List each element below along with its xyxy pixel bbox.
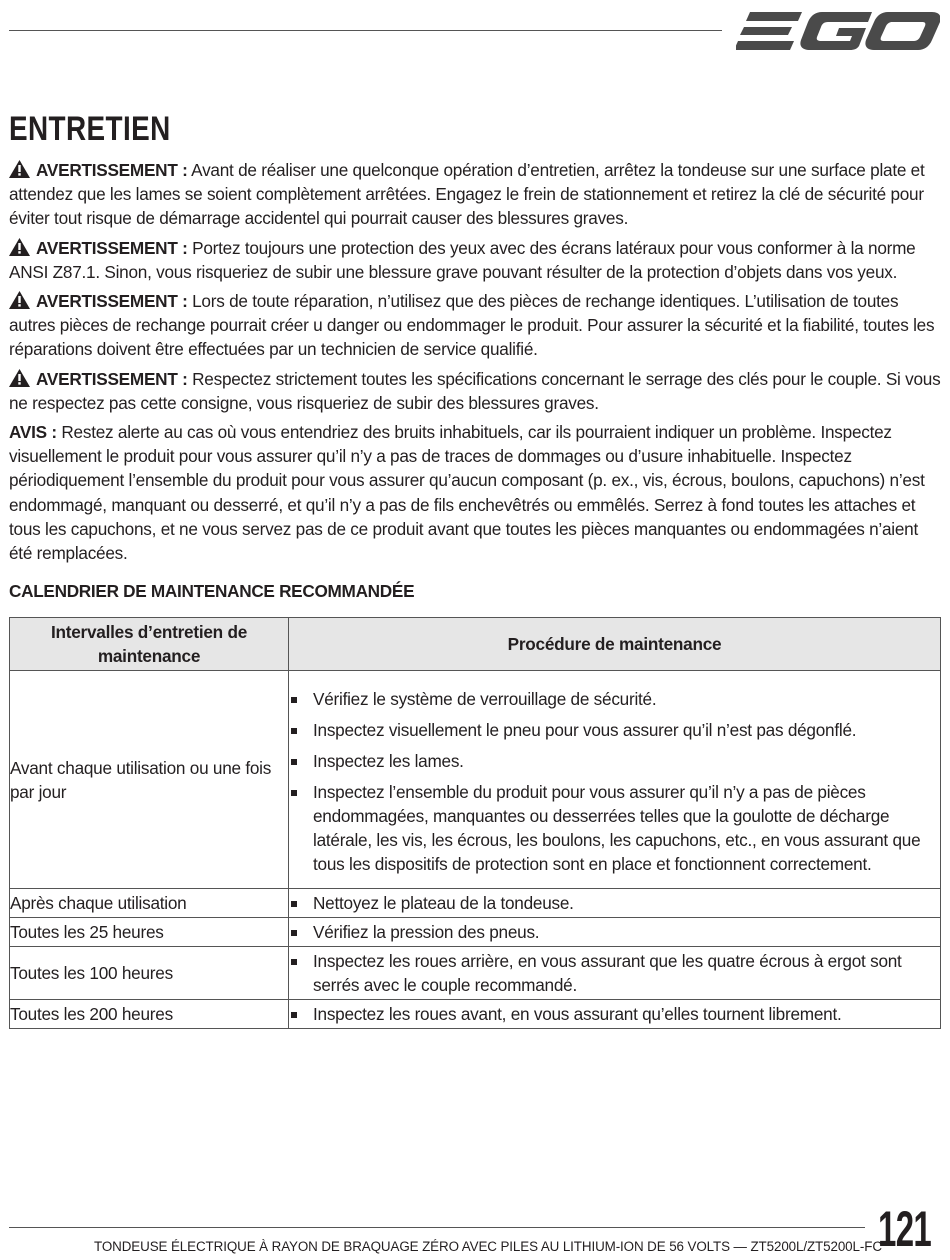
warning-label: AVERTISSEMENT : (36, 160, 188, 180)
procedure-cell (289, 671, 941, 889)
warning-paragraph (9, 158, 941, 231)
column-header-interval: Intervalles d’entretien de maintenance (10, 618, 289, 671)
procedure-cell (289, 889, 941, 918)
interval-cell: Toutes les 100 heures (10, 947, 289, 1000)
warning-triangle-icon (9, 160, 30, 178)
warning-paragraph (9, 289, 941, 362)
procedure-cell (289, 918, 941, 947)
list-item (289, 749, 940, 773)
column-header-procedure: Procédure de maintenance (289, 618, 941, 671)
procedure-text: Nettoyez le plateau de la tondeuse. (313, 893, 574, 913)
table-row (10, 671, 941, 889)
warning-paragraph (9, 236, 941, 284)
warnings-section (9, 158, 941, 570)
ego-logo (736, 6, 940, 56)
notice-paragraph (9, 420, 941, 565)
bullet-icon (291, 697, 297, 703)
warning-text: Avant de réaliser une quelconque opération d’entretien, arrêtez la tondeuse sur une surface plate et attendez que les lames se soient complètement arrêtées. Engagez le frein de stationnement et retirez la clé de sécurité pour éviter tout risque de démarrage accidentel qui pourrait causer des blessures graves. (9, 160, 925, 229)
bullet-icon (291, 930, 297, 936)
bullet-icon (291, 759, 297, 765)
section-title: ENTRETIEN (9, 110, 171, 148)
bullet-icon (291, 1012, 297, 1018)
warning-triangle-icon (9, 369, 30, 387)
list-item (289, 1002, 940, 1026)
footer-text: TONDEUSE ÉLECTRIQUE À RAYON DE BRAQUAGE ZÉRO AVEC PILES AU LITHIUM-ION DE 56 VOLTS — ZT5200L/ZT5200L-FC (94, 1239, 882, 1254)
list-item (289, 920, 940, 944)
warning-text: Respectez strictement toutes les spécifications concernant le serrage des clés pour le couple. Si vous ne respectez pas cette consigne, vous risqueriez de subir des blessures graves. (9, 368, 941, 413)
list-item (289, 891, 940, 915)
schedule-title: CALENDRIER DE MAINTENANCE RECOMMANDÉE (9, 581, 415, 601)
list-item (289, 949, 940, 997)
list-item (289, 780, 940, 876)
warning-triangle-icon (9, 291, 30, 309)
procedure-text: Vérifiez le système de verrouillage de sécurité. (313, 689, 657, 709)
bullet-icon (291, 901, 297, 907)
procedure-cell (289, 947, 941, 1000)
table-header-row (10, 618, 941, 671)
table-row (10, 947, 941, 1000)
procedure-text: Inspectez les roues avant, en vous assurant qu’elles tournent librement. (313, 1004, 842, 1024)
table-row (10, 918, 941, 947)
warning-text: Portez toujours une protection des yeux avec des écrans latéraux pour vous conformer à la norme ANSI Z87.1. Sinon, vous risqueriez de subir une blessure grave pouvant résulter de la protection d’objets dans vos yeux. (9, 237, 916, 282)
procedure-text: Inspectez les roues arrière, en vous assurant que les quatre écrous à ergot sont serrés avec le couple recommandé. (313, 951, 902, 995)
notice-label: AVIS : (9, 422, 57, 443)
warning-label: AVERTISSEMENT : (36, 368, 188, 389)
interval-cell: Avant chaque utilisation ou une fois par jour (10, 671, 289, 889)
procedure-cell (289, 1000, 941, 1029)
header-rule (9, 30, 722, 31)
procedure-list (289, 683, 940, 876)
interval-cell: Après chaque utilisation (10, 889, 289, 918)
procedure-text: Inspectez visuellement le pneu pour vous assurer qu’il n’est pas dégonflé. (313, 720, 857, 740)
list-item (289, 718, 940, 742)
warning-triangle-icon (9, 238, 30, 256)
procedure-text: Inspectez les lames. (313, 751, 464, 771)
warning-text: Lors de toute réparation, n’utilisez que des pièces de rechange identiques. L’utilisation de toutes autres pièces de rechange pourrait créer u danger ou endommager le produit. Pour assurer la sécurité et la fiabilité, toutes les réparations doivent être effectuées par un technicien de service qualifié. (9, 291, 935, 360)
list-item (289, 687, 940, 711)
table-row (10, 889, 941, 918)
warning-paragraph (9, 367, 941, 415)
bullet-icon (291, 728, 297, 734)
maintenance-schedule-table (9, 617, 941, 1029)
footer-rule (9, 1227, 865, 1228)
interval-cell: Toutes les 25 heures (10, 918, 289, 947)
warning-label: AVERTISSEMENT : (36, 237, 188, 258)
procedure-text: Inspectez l’ensemble du produit pour vous assurer qu’il n’y a pas de pièces endommagées, manquantes ou desserrées telles que la goulotte de décharge latérale, les vis, les écrous, les boulons, les capuchons, etc., en vous assurant que tous les dispositifs de protection sont en place et fonctionnent correctement. (313, 782, 921, 874)
interval-cell: Toutes les 200 heures (10, 1000, 289, 1029)
page-number: 121 (878, 1201, 932, 1257)
warning-label: AVERTISSEMENT : (36, 291, 188, 312)
procedure-text: Vérifiez la pression des pneus. (313, 922, 540, 942)
notice-text: Restez alerte au cas où vous entendriez des bruits inhabituels, car ils pourraient indiquer un problème. Inspectez visuellement le produit pour vous assurer qu’il n’y a pas de traces de dommages ou d’usure inhabituelle. Inspectez périodiquement l’ensemble du produit pour vous assurer qu’aucun composant (p. ex., vis, écrous, boulons, capuchons) n’est endommagé, manquant ou desserré, et qu’il n’y a pas de fils enchevêtrés ou emmêlés. Serrez à fond toutes les attaches et tous les capuchons, et ne vous servez pas de ce produit avant que toutes les pièces manquantes ou endommagées n’aient été remplacées. (9, 422, 925, 564)
bullet-icon (291, 959, 297, 965)
table-row (10, 1000, 941, 1029)
bullet-icon (291, 790, 297, 796)
